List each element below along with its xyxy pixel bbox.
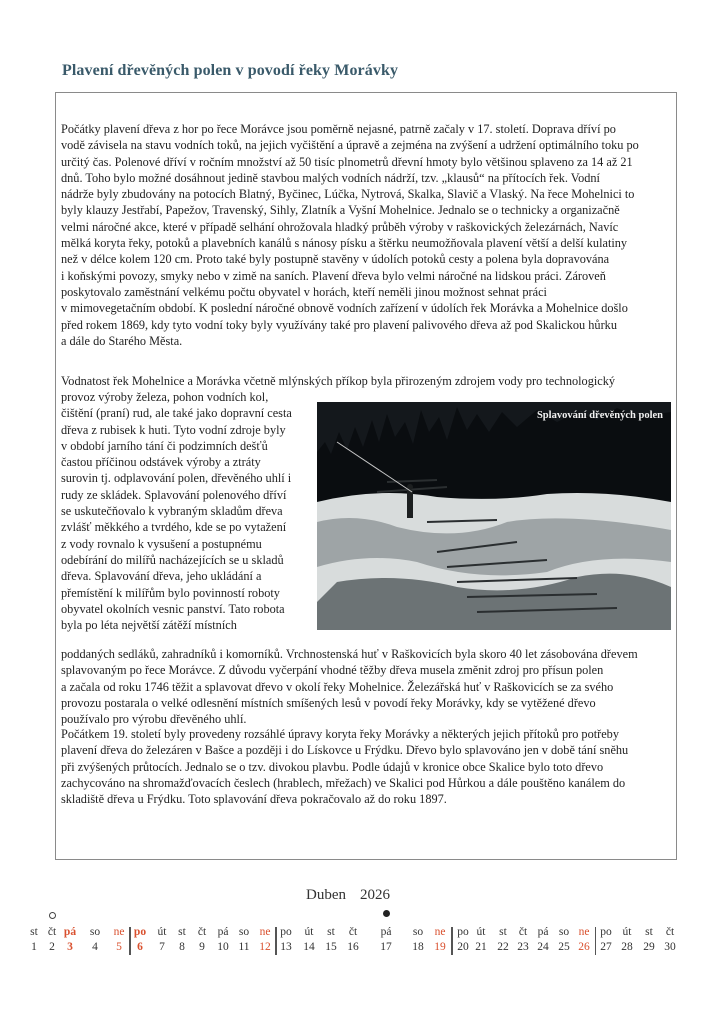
text-line: dřeva z rubisek k huti. Tyto vodní zdroje byly [61,422,286,437]
text-line: provoz výroby železa, pohon vodních kol, [61,390,269,404]
calendar-month: Duben [306,887,346,903]
text-line: v mimovegetačním období. K poslední náročné obnově vodních zařízení v údolích řek Morávka a Mohelnice došlo [61,301,628,316]
full-moon-icon [49,912,56,919]
weekday-label: so [412,926,424,938]
day-number: 8 [179,941,185,953]
day-number: 7 [159,941,165,953]
week-separator [451,927,453,955]
log-driving-photo [317,402,671,630]
text-line: určitý čas. Polenové dříví v ročním množství až 50 tisíc plnometrů dřevní hmoty bylo většinou splaveno za 14 až 21 [61,154,633,169]
text-line: Počátkem 19. století byly provedeny rozsáhlé úpravy koryta řeky Morávky a některých jejich přítoků pro potřeby [61,727,619,741]
paragraph-2-continued [61,646,673,727]
calendar-day-5 [108,925,130,955]
day-number: 14 [303,941,315,953]
text-line: surovin tj. odplavování polen, dřevěného uhlí i [61,471,292,486]
day-number: 18 [412,941,424,953]
weekday-label: čt [47,926,57,938]
day-number: 30 [664,941,676,953]
calendar-day-17 [375,925,397,955]
day-number: 23 [517,941,529,953]
weekday-label: po [600,926,612,938]
day-number: 25 [558,941,570,953]
day-number: 24 [537,941,549,953]
weekday-label: út [157,926,167,938]
day-number: 3 [67,941,73,953]
weekday-label: st [30,926,38,938]
text-line: vodě závisela na stavu vodních toků, na jejich vyčištění a úpravě a zejména na zvýšení a udržení optimálního toku po [61,138,639,153]
weekday-label: ne [259,926,271,938]
calendar-day-29 [638,925,660,955]
day-number: 10 [217,941,229,953]
weekday-label: pá [537,926,549,938]
calendar-day-12 [254,925,276,955]
text-line: obyvatel okolních vesnic panství. Tato robota [61,601,285,616]
day-number: 29 [643,941,655,953]
day-number: 11 [238,941,250,953]
weekday-label: po [133,926,147,938]
paragraph-3 [61,726,673,807]
text-line: zvlášť měkkého a tvrdého, kde se po vytažení [61,520,287,535]
text-line: poskytovalo zaměstnání velkému počtu obyvatel v horách, kteří neměli jinou možnost sehnat práci [61,284,547,299]
text-line: skladiště dřeva u Frýdku. Toto splavování dřeva pokračovalo až do roku 1897. [61,792,447,807]
weekday-label: ne [434,926,446,938]
day-number: 19 [434,941,446,953]
day-number: 26 [578,941,590,953]
day-number: 20 [457,941,469,953]
text-line: před rokem 1869, kdy tyto vodní toky byly využívány také pro plavení palivového dřeva až pod Skalickou hůrku [61,317,617,332]
text-line: splavovaným po řece Morávce. Z důvodu vyčerpání vhodné těžby dřeva musela změnit zdroj pro přísun polen [61,663,604,678]
calendar-day-10 [212,925,234,955]
calendar-day-19 [429,925,451,955]
text-line: než v délce kolem 120 cm. Proto také byly postupně stavěny v údolích potoků cesty a polena byla dopravována [61,252,610,267]
calendar-day-24 [532,925,554,955]
weekday-label: st [178,926,186,938]
text-line: se uskutečňovalo k vybraným skladům dřeva [61,504,283,519]
calendar-day-13 [275,925,297,955]
text-line: nádrže byly zbudovány na potocích Blatný, Byčinec, Lúčka, Nytrová, Skalka, Slavič a Vlaský. Na řece Mohelnici to [61,187,635,202]
day-number: 17 [380,941,392,953]
weekday-label: út [304,926,314,938]
calendar-day-4 [84,925,106,955]
day-number: 21 [475,941,487,953]
calendar-day-22 [492,925,514,955]
weekday-label: po [457,926,469,938]
weekday-label: čt [197,926,207,938]
page-title: Plavení dřevěných polen v povodí řeky Morávky [62,62,399,79]
calendar-day-8 [171,925,193,955]
text-line: velmi náročné akce, které v případě selhání ohrožovala hladký průběh výroby v raškovických železárnách, Navíc [61,219,619,234]
weekday-label: st [645,926,653,938]
calendar-day-7 [151,925,173,955]
calendar-day-21 [470,925,492,955]
weekday-label: ne [578,926,590,938]
text-line: byly klauzy Jestřabí, Papežov, Travenský, Sihly, Zlatník a Vyšní Mohelnice. Jednalo se o technicky a organizačně [61,203,620,218]
text-line: plavení dřeva do železáren v Bašce a později i do Lískovce u Frýdku. Dřevo bylo splavováno jen v době tání sněhu [61,743,629,758]
calendar-day-28 [616,925,638,955]
text-line: dřeva. Splavování dřeva, jeho ukládání a [61,569,262,584]
calendar-day-3 [59,925,81,955]
weekday-label: st [499,926,507,938]
day-number: 16 [347,941,359,953]
text-line: poddaných sedláků, zahradníků i komorníků. Vrchnostenská huť v Raškovicích byla skoro 40 let zásobována dřevem [61,647,638,661]
text-line: častou příčinou odstávek výroby a ztráty [61,455,261,470]
week-separator [595,927,597,955]
calendar-day-25 [553,925,575,955]
day-number: 28 [621,941,633,953]
week-separator [275,927,277,955]
photo-illustration [317,402,671,630]
day-number: 6 [137,941,143,953]
weekday-label: ne [113,926,125,938]
weekday-label: pá [380,926,392,938]
day-number: 22 [497,941,509,953]
weekday-label: so [89,926,101,938]
calendar-day-27 [595,925,617,955]
calendar-day-23 [512,925,534,955]
text-line: odebírání do milířů nacházejících se u skladů [61,552,284,567]
weekday-label: čt [348,926,358,938]
week-separator [129,927,131,955]
calendar-day-30 [659,925,681,955]
weekday-label: pá [63,926,77,938]
calendar-year: 2026 [360,887,390,903]
weekday-label: so [558,926,570,938]
calendar-title [306,887,390,904]
text-line: čištění (praní) rud, ale také jako dopravní cesta [61,406,292,421]
weekday-label: út [476,926,486,938]
calendar-day-9 [191,925,213,955]
day-number: 13 [280,941,292,953]
text-line: byla po léta největší zátěží místních [61,618,237,633]
weekday-label: pá [217,926,229,938]
weekday-label: út [622,926,632,938]
text-line: Vodnatost řek Mohelnice a Morávka včetně mlýnských příkop byla přirozeným zdrojem vody pro technologický [61,374,616,388]
day-number: 15 [325,941,337,953]
weekday-label: čt [665,926,675,938]
calendar-day-11 [233,925,255,955]
text-line: provozu postarala o velké odlesnění místních smíšených lesů v povodí řeky Morávky, kdy se vytěžené dřevo [61,695,596,710]
calendar-day-16 [342,925,364,955]
text-line: dnů. Toho bylo možné dosáhnout jedině stavbou malých vodních nádrží, tzv. „klausů“ na přítocích řek. Vodní [61,170,600,185]
weekday-label: čt [518,926,528,938]
day-number: 4 [92,941,98,953]
day-number: 1 [31,941,37,953]
text-line: Počátky plavení dřeva z hor po řece Morávce jsou poměrně nejasné, patrně začaly v 17. století. Doprava dříví po [61,122,616,136]
calendar-strip [22,925,702,959]
day-number: 5 [116,941,122,953]
day-number: 2 [49,941,55,953]
text-line: při zvýšených průtocích. Jednalo se o tzv. divokou plavbu. Podle údajů v kronice obce Skalice bylo toto dřevo [61,759,604,774]
text-line: i koňskými povozy, smyky nebo v zimě na saních. Plavení dřeva bylo velmi náročné na lidskou práci. Zároveň [61,268,606,283]
paragraph-2-wrapped [61,389,316,633]
photo-caption: Splavování dřevěných polen [536,410,663,421]
paragraph-1 [61,121,673,349]
calendar-day-6 [129,925,151,955]
text-line: a dále do Starého Města. [61,333,183,348]
text-line: zachycováno na shromažďovacích česlech (hrablech, mřežach) ve Skalici pod Hůrkou a dále pouštěno kanálem do [61,775,626,790]
text-line: rudy ze skládek. Splavování polenového dříví [61,487,287,502]
day-number: 27 [600,941,612,953]
text-line: v období jarního tání či podzimních dešťů [61,438,268,453]
weekday-label: st [327,926,335,938]
text-line: přemístění k milířům bylo povinností roboty [61,585,280,600]
new-moon-icon [383,910,390,917]
calendar-day-18 [407,925,429,955]
text-line: a začala od roku 1746 těžit a splavovat dřevo v okolí řeky Mohelnice. Železářská huť v Raškovicích se za svého [61,679,614,694]
calendar-day-14 [298,925,320,955]
day-number: 9 [199,941,205,953]
text-line: používalo pro výrobu dřevěného uhlí. [61,712,247,727]
text-line: z vody rovnalo k vysušení a postupnému [61,536,262,551]
paragraph-2-intro [61,373,673,389]
calendar-day-26 [573,925,595,955]
weekday-label: po [280,926,292,938]
calendar-day-15 [320,925,342,955]
text-line: mělká koryta řeky, potoků a plavebních kanálů s nánosy písku a štěrku neumožňovala plavení větší a delší kulatiny [61,236,628,251]
weekday-label: so [238,926,250,938]
day-number: 12 [259,941,271,953]
